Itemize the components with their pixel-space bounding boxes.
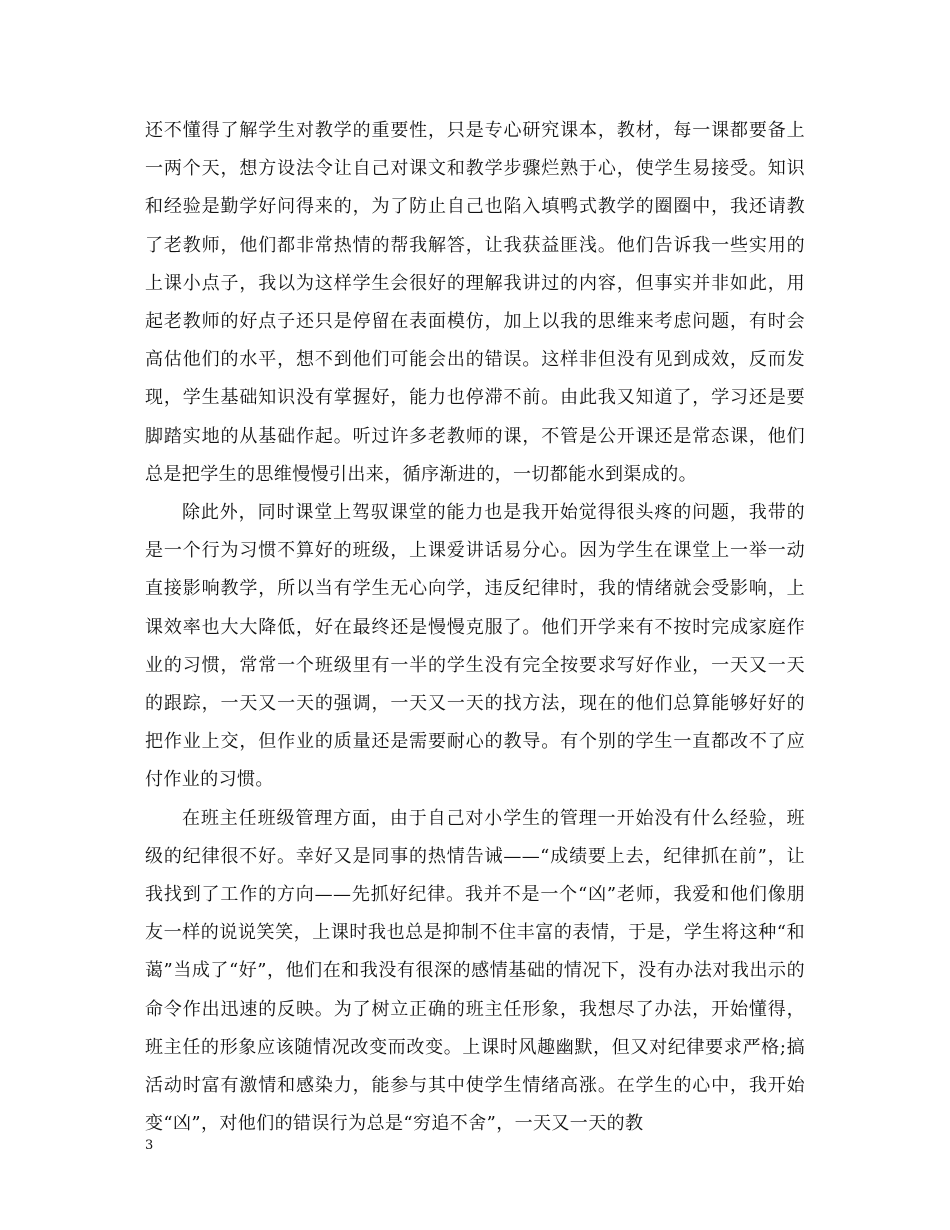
body-text	[145, 112, 805, 1143]
paragraph-2: 除此外，同时课堂上驾驭课堂的能力也是我开始觉得很头疼的问题，我带的是一个行为习惯不算好的班级，上课爱讲话易分心。因为学生在课堂上一举一动直接影响教学，所以当有学生无心向学，违反纪律时，我的情绪就会受影响，上课效率也大大降低，好在最终还是慢慢克服了。他们开学来有不按时完成家庭作业的习惯，常常一个班级里有一半的学生没有完全按要求写好作业，一天又一天的跟踪，一天又一天的强调，一天又一天的找方法，现在的他们总算能够好好的把作业上交，但作业的质量还是需要耐心的教导。有个别的学生一直都改不了应付作业的习惯。	[145, 502, 805, 791]
paragraph-1: 还不懂得了解学生对教学的重要性，只是专心研究课本，教材，每一课都要备上一两个天，想方设法令让自己对课文和教学步骤烂熟于心，使学生易接受。知识和经验是勤学好问得来的，为了防止自己也陷入填鸭式教学的圈圈中，我还请教了老教师，他们都非常热情的帮我解答，让我获益匪浅。他们告诉我一些实用的上课小点子，我以为这样学生会很好的理解我讲过的内容，但事实并非如此，用起老教师的好点子还只是停留在表面模仿，加上以我的思维来考虑问题，有时会高估他们的水平，想不到他们可能会出的错误。这样非但没有见到成效，反而发现，学生基础知识没有掌握好，能力也停滞不前。由此我又知道了，学习还是要脚踏实地的从基础作起。听过许多老教师的课，不管是公开课还是常态课，他们总是把学生的思维慢慢引出来，循序渐进的，一切都能水到渠成的。	[145, 120, 805, 485]
page-number: 3	[145, 1138, 154, 1153]
paragraph-3: 在班主任班级管理方面，由于自己对小学生的管理一开始没有什么经验，班级的纪律很不好。幸好又是同事的热情告诫——“成绩要上去，纪律抓在前”，让我找到了工作的方向——先抓好纪律。我并不是一个“凶”老师，我爱和他们像朋友一样的说说笑笑，上课时我也总是抑制不住丰富的表情，于是，学生将这种“和蔼”当成了“好”，他们在和我没有很深的感情基础的情况下，没有办法对我出示的命令作出迅速的反映。为了树立正确的班主任形象，我想尽了办法，开始懂得，班主任的形象应该随情况改变而改变。上课时风趣幽默，但又对纪律要求严格;搞活动时富有激情和感染力，能参与其中使学生情绪高涨。在学生的心中，我开始变“凶”，对他们的错误行为总是“穷追不舍”，一天又一天的教	[145, 807, 805, 1135]
